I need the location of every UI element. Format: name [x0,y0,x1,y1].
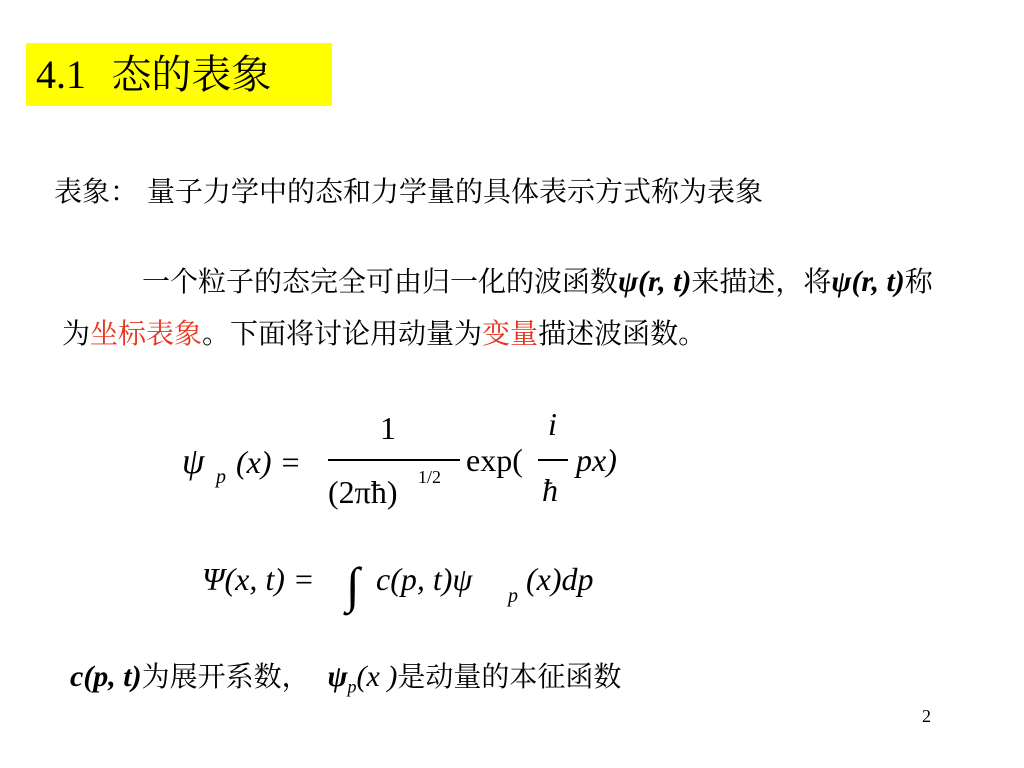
definition-line [54,174,763,210]
highlight-variable: 变量 [482,317,539,350]
coef-text2: 是动量的本征函数 [397,660,622,693]
eq2-integral: ∫ [346,557,360,613]
equation-momentum-eigenfunction [180,405,650,515]
eq1-denominator: (2πħ) [328,474,398,510]
eq1-frac-num: i [548,406,557,442]
para-part1: 一个粒子的态完全可由归一化的波函数 [142,265,619,298]
psi-term: ψ [327,660,348,693]
equation-wavefunction-expansion [200,550,650,622]
eq1-numerator: 1 [380,410,396,446]
page-number: 2 [922,706,931,726]
definition-separator: ： [110,175,139,208]
psi-subscript: p [347,676,357,697]
psi-arg: (x ) [356,660,398,693]
eq2-sub: p [508,585,518,607]
para-part2: 来描述，将 [691,265,832,298]
c-term: c(p, t) [70,660,142,693]
coef-text1: 为展开系数， [141,660,310,693]
para-part4: 。下面将讨论用动量为 [202,317,483,350]
eq1-lhs: (x) = [236,444,302,480]
eq2-rhs2: (x)dp [526,561,594,597]
section-number: 4.1 [36,52,86,97]
eq1-exponent: 1/2 [418,467,442,487]
eq2-rhs1: c(p, t)ψ [376,561,473,597]
definition-text: 量子力学中的态和力学量的具体表示方式称为表象 [146,175,763,208]
definition-term: 表象 [54,175,111,208]
intro-paragraph [62,256,952,360]
eq1-sub: p [216,466,226,488]
eq1-frac-den: ħ [542,472,558,508]
coefficient-description [70,657,621,707]
psi-rt-1: ψ(r, t) [618,265,692,298]
highlight-coordinate-representation: 坐标表象 [90,317,203,350]
para-part5: 描述波函数。 [538,317,707,350]
eq1-psi: ψ [182,441,205,481]
psi-rt-2: ψ(r, t) [831,265,905,298]
eq2-lhs: Ψ(x, t) = [202,561,315,597]
slide-title [36,51,271,99]
eq1-exp-open: exp( [466,442,523,478]
para-part3: 称为 [62,265,933,350]
section-title: 态的表象 [111,52,272,98]
eq1-tail: px) [576,442,617,478]
